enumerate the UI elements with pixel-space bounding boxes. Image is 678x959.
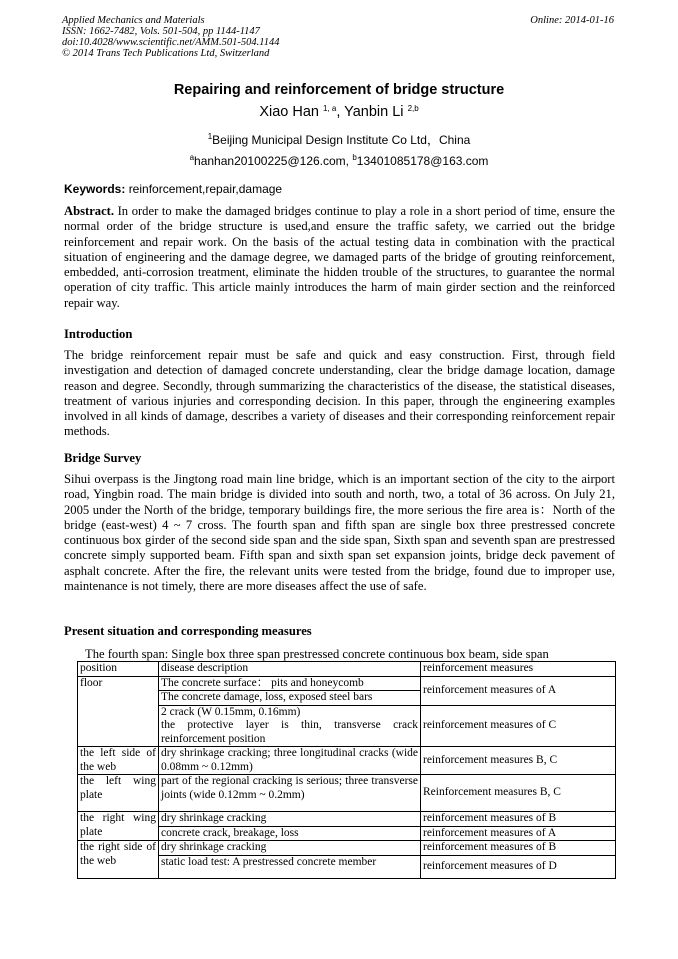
table-row bbox=[78, 841, 616, 856]
abstract bbox=[64, 204, 615, 311]
emails bbox=[0, 154, 678, 168]
measures-cell: reinforcement measures of C bbox=[421, 705, 616, 747]
position-floor: floor bbox=[78, 676, 159, 747]
header-disease: disease description bbox=[159, 662, 421, 677]
affiliation bbox=[0, 131, 678, 148]
table-caption: The fourth span: Single box three span prestressed concrete continuous box beam, side span bbox=[85, 647, 549, 661]
copyright-line: © 2014 Trans Tech Publications Ltd, Switzerland bbox=[62, 48, 270, 59]
table-row bbox=[78, 676, 616, 691]
email-a-sup: a bbox=[189, 153, 195, 162]
measures-cell: reinforcement measures of A bbox=[421, 676, 616, 705]
abstract-text: In order to make the damaged bridges continue to play a role in a short period of time, ensure the normal order of the bridge structure is used,and ensure the traffic safety, we carried out the bridge reinforcement and repair work. On the basis of the actual testing data in combination with the practical situation of engineering and the damage degree, we damaged parts of the bridge of grouting reinforcement, embedded, anti-corrosion treatment, eliminate the hidden trouble of the structures, to guarantee the normal operation of city traffic. This article mainly introduces the harm of main girder section and the reinforced repair way. bbox=[64, 204, 615, 310]
doi-line: doi:10.4028/www.scientific.net/AMM.501-504.1144 bbox=[62, 37, 280, 48]
disease-cell: The concrete surface： pits and honeycomb bbox=[159, 676, 421, 691]
email-a[interactable]: hanhan20100225@126.com, bbox=[194, 154, 353, 168]
email-b-sup: b bbox=[352, 153, 357, 162]
measures-cell: Reinforcement measures B, C bbox=[421, 775, 616, 812]
table-row bbox=[78, 826, 616, 841]
journal-header bbox=[62, 15, 279, 59]
measures-cell: reinforcement measures of B bbox=[421, 841, 616, 856]
header-measures: reinforcement measures bbox=[421, 662, 616, 677]
table-row bbox=[78, 812, 616, 827]
disease-table bbox=[77, 661, 616, 879]
bridge-survey-heading: Bridge Survey bbox=[64, 451, 142, 465]
author-1-sup: 1, a bbox=[323, 104, 337, 113]
affiliation-text: Beijing Municipal Design Institute Co Ltd，China bbox=[212, 133, 471, 147]
disease-cell: dry shrinkage cracking bbox=[159, 841, 421, 856]
email-b[interactable]: 13401085178@163.com bbox=[356, 154, 489, 168]
disease-cell: The concrete damage, loss, exposed steel bars bbox=[159, 691, 421, 706]
present-situation-heading: Present situation and corresponding measures bbox=[64, 624, 312, 638]
disease-cell: static load test: A prestressed concrete member bbox=[159, 855, 421, 878]
table-row bbox=[78, 775, 616, 812]
measures-cell: reinforcement measures of D bbox=[421, 855, 616, 878]
keywords bbox=[64, 182, 282, 196]
disease-cell: part of the regional cracking is serious; three transverse joints (wide 0.12mm ~ 0.2mm) bbox=[159, 775, 421, 812]
issn-line: ISSN: 1662-7482, Vols. 501-504, pp 1144-1147 bbox=[62, 26, 260, 37]
disease-cell: dry shrinkage cracking bbox=[159, 812, 421, 827]
disease-cell: concrete crack, breakage, loss bbox=[159, 826, 421, 841]
table-row bbox=[78, 855, 616, 878]
position-left-wing: the left wing plate bbox=[78, 775, 159, 812]
introduction-heading: Introduction bbox=[64, 327, 133, 341]
online-date: Online: 2014-01-16 bbox=[530, 15, 614, 26]
abstract-label: Abstract. bbox=[64, 204, 118, 218]
author-2: Yanbin Li bbox=[344, 104, 408, 120]
author-1: Xiao Han bbox=[259, 104, 323, 120]
journal-name: Applied Mechanics and Materials bbox=[62, 15, 205, 26]
measures-cell: reinforcement measures B, C bbox=[421, 747, 616, 775]
position-right-web: the right side of the web bbox=[78, 841, 159, 879]
disease-cell: 2 crack (W 0.15mm, 0.16mm) the protective layer is thin, transverse crack reinforcement position bbox=[159, 705, 421, 747]
table-header-row bbox=[78, 662, 616, 677]
bridge-survey-text: Sihui overpass is the Jingtong road main line bridge, which is an important section of the city to the airport road, Yingbin road. The main bridge is divided into south and north, two, a total of 36 across. On July 21, 2005 under the North of the bridge, temporary buildings fire, the more serious the fire area is：North of the bridge (east-west) 4 ~ 7 cross. The fourth span and fifth span are single box three prestressed concrete continuous box girder of the second side span and the side span, Sixth span and seventh span are prestressed concrete simply supported beam. Fifth span and sixth span set expansion joints, bridge deck pavement of asphalt concrete. After the fire, the relevant units were tested from the bridge, found due to improper use, maintenance is not timely, there are more diseases affect the use of safe. bbox=[64, 472, 615, 594]
introduction-text: The bridge reinforcement repair must be safe and quick and easy construction. First, through field investigation and detection of damaged concrete understanding, clear the bridge damage location, damage reason and degree. Secondly, through summarizing the characteristics of the disease, the statistical diseases, treatment of various injuries and corresponding decision. In this paper, through the engineering examples involved in all kinds of damage, describes a variety of diseases and their corresponding reinforcement repair methods. bbox=[64, 348, 615, 439]
keywords-text: reinforcement,repair,damage bbox=[128, 182, 283, 196]
position-left-web: the left side of the web bbox=[78, 747, 159, 775]
measures-cell: reinforcement measures of A bbox=[421, 826, 616, 841]
table-row bbox=[78, 705, 616, 747]
authors bbox=[0, 104, 678, 120]
position-right-wing: the right wing plate bbox=[78, 812, 159, 841]
paper-title: Repairing and reinforcement of bridge structure bbox=[173, 82, 505, 98]
keywords-label: Keywords: bbox=[64, 182, 129, 196]
measures-cell: reinforcement measures of B bbox=[421, 812, 616, 827]
author-2-sup: 2,b bbox=[407, 104, 419, 113]
disease-cell: dry shrinkage cracking; three longitudinal cracks (wide 0.08mm ~ 0.12mm) bbox=[159, 747, 421, 775]
header-position: position bbox=[78, 662, 159, 677]
affiliation-sup: 1 bbox=[207, 132, 213, 141]
table-row bbox=[78, 747, 616, 775]
author-separator: , bbox=[336, 104, 345, 120]
